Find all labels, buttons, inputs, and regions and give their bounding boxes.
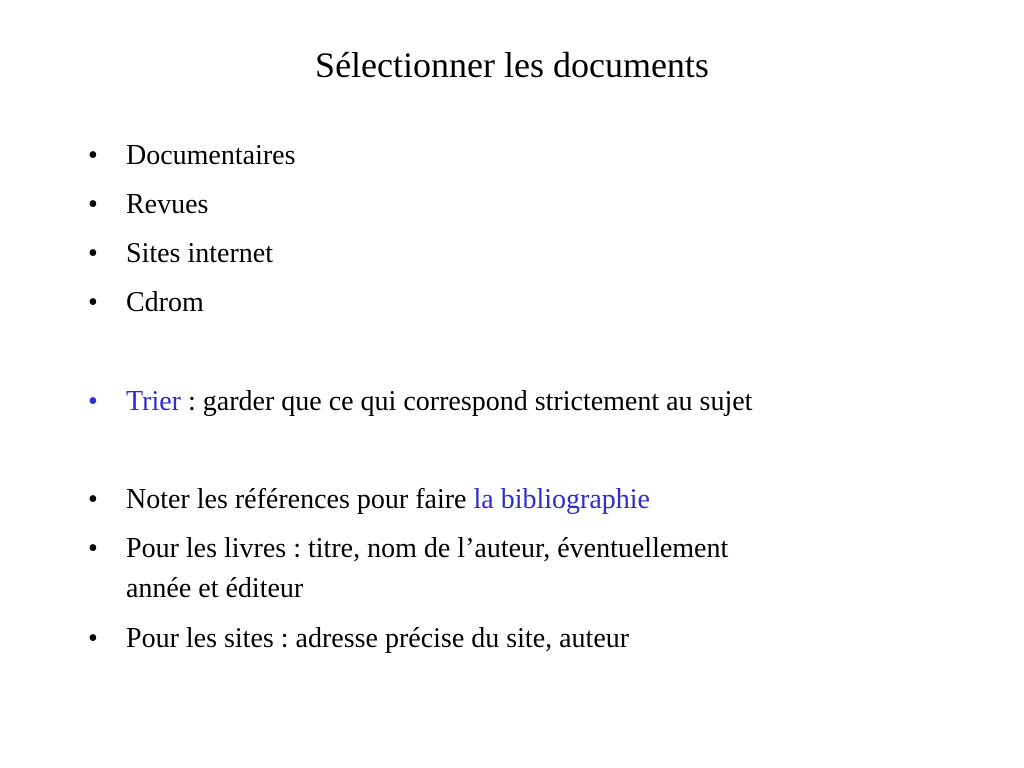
bullet-icon: •	[88, 533, 98, 564]
bullet-text: Cdrom	[126, 287, 204, 318]
bullet-text: Documentaires	[126, 140, 296, 171]
slide-title: Sélectionner les documents	[315, 45, 709, 85]
bullet-text-line1: Pour les livres : titre, nom de l’auteur, éventuellement	[126, 533, 729, 564]
bullet-item-pour-les-sites	[88, 619, 908, 659]
bullet-icon: •	[88, 484, 98, 515]
bullet-item-documentaires	[88, 136, 908, 176]
bullet-icon: •	[88, 623, 98, 654]
bullet-item-noter-references	[88, 480, 908, 520]
bullet-text: Sites internet	[126, 238, 273, 269]
bullet-text: Revues	[126, 189, 209, 220]
bullet-icon: •	[88, 386, 98, 417]
bullet-text: Pour les sites : adresse précise du site, auteur	[126, 623, 630, 654]
bullet-text	[126, 529, 908, 609]
bullet-text-prefix: Noter les références pour faire	[126, 484, 474, 515]
bullet-icon: •	[88, 238, 98, 269]
bullet-icon: •	[88, 287, 98, 318]
highlight-trier: Trier	[126, 386, 181, 417]
bullet-item-trier	[88, 382, 908, 422]
bullet-item-cdrom	[88, 283, 908, 323]
bullet-text-line2: année et éditeur	[126, 573, 304, 604]
bullet-icon: •	[88, 189, 98, 220]
bullet-icon: •	[88, 140, 98, 171]
bullet-item-sites-internet	[88, 234, 908, 274]
bullet-text-rest: : garder que ce qui correspond strictement au sujet	[180, 386, 753, 417]
highlight-bibliographie: la bibliographie	[473, 484, 650, 515]
bullet-text	[126, 382, 908, 422]
bullet-text	[126, 480, 908, 520]
bullet-item-pour-les-livres	[88, 529, 908, 609]
bullet-item-revues	[88, 185, 908, 225]
